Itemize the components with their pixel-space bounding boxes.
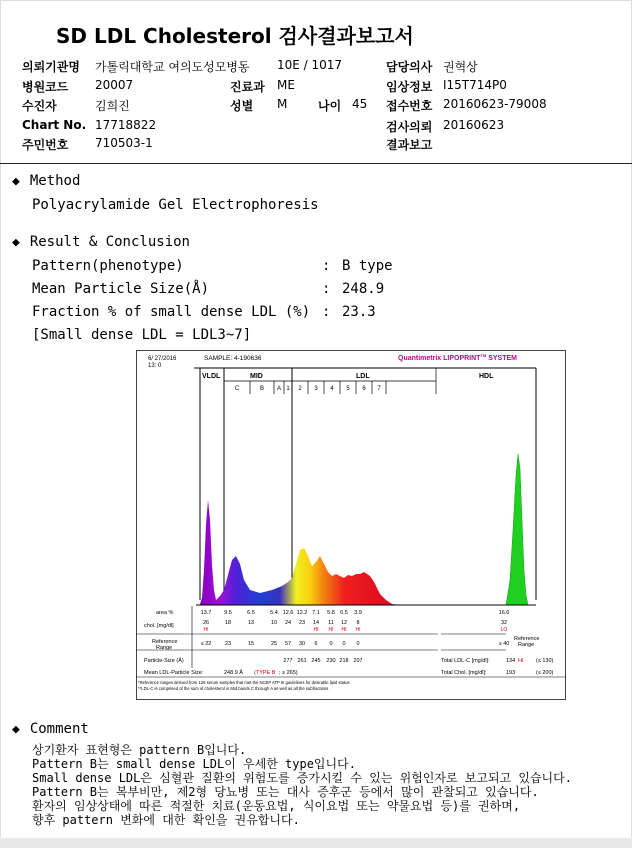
- chol-flag: HI: [203, 627, 209, 633]
- band-label: B: [259, 386, 265, 392]
- header-left-label-1: 병원코드: [22, 80, 69, 94]
- area-value: 6.5: [247, 610, 255, 616]
- result-label-fraction: Fraction % of small dense LDL (%): [32, 304, 311, 320]
- header-right-label-4: 결과보고: [386, 138, 433, 152]
- chol-value: 32: [500, 620, 508, 626]
- mean-type: (TYPE B: [254, 670, 276, 676]
- area-value: 12.6: [282, 610, 294, 616]
- chol-value: 23: [298, 620, 306, 626]
- band-label: 5: [346, 386, 350, 392]
- region-hdl: HDL: [479, 373, 494, 380]
- header-mid-value-3: 45: [352, 97, 368, 111]
- area-value: 13.7: [200, 610, 212, 616]
- report-title: SD LDL Cholesterol 검사결과보고서: [56, 24, 414, 48]
- header-mid-value-2: M: [277, 97, 288, 111]
- ref-value: 57: [284, 641, 292, 647]
- header-divider: [0, 163, 632, 164]
- area-value: 3.9: [354, 610, 362, 616]
- size-value: 245: [311, 658, 321, 664]
- area-value: 12.2: [296, 610, 308, 616]
- mean-ref: ; ≥ 265): [279, 670, 298, 676]
- ref-value: 0: [329, 641, 333, 647]
- row-label-chol: chol. [mg/dl]: [144, 623, 174, 629]
- diamond-bullet-icon: ◆: [12, 722, 20, 737]
- row-label-size: Particle-Size (Å): [144, 658, 184, 664]
- result-value-pattern: B type: [342, 258, 393, 274]
- chol-value: 14: [312, 620, 320, 626]
- bottom-strip: [0, 838, 632, 848]
- result-label-pattern: Pattern(phenotype): [32, 258, 184, 274]
- total-chol-label: Total Chol. [mg/dl]:: [441, 670, 487, 676]
- total-ldl-value: 134: [506, 658, 516, 664]
- chol-flag: HI: [341, 627, 347, 633]
- chart-time: 13: 0: [148, 363, 162, 369]
- chart-sample: SAMPLE: 4-190636: [204, 355, 262, 362]
- header-left-value-1: 20007: [95, 78, 134, 92]
- chol-flag: HI: [355, 627, 361, 633]
- result-colon-pattern: :: [322, 258, 331, 274]
- size-value: 207: [353, 658, 363, 664]
- header-mid-label-3: 나이: [318, 99, 342, 113]
- header-left-value-4: 710503-1: [95, 136, 153, 150]
- ref-value: 30: [298, 641, 306, 647]
- ref-value: 15: [247, 641, 255, 647]
- size-value: 261: [297, 658, 307, 664]
- result-value-size: 248.9: [342, 281, 385, 297]
- row-label-mean: Mean LDL-Particle Size:: [144, 670, 204, 676]
- band-label: 3: [314, 386, 318, 392]
- chart-brand: Quantimetrix LIPOPRINT™ SYSTEM: [398, 353, 517, 362]
- result-colon-fraction: :: [322, 304, 331, 320]
- header-right-label-1: 임상정보: [386, 80, 433, 94]
- total-ldl-flag: HI: [518, 658, 524, 664]
- band-label: A: [276, 386, 282, 392]
- chol-value: 24: [284, 620, 292, 626]
- header-right-label-3: 검사의뢰: [386, 120, 433, 134]
- chol-flag: HI: [328, 627, 334, 633]
- ref-value: ≥ 40: [498, 641, 510, 647]
- header-right-value-3: 20160623: [443, 118, 505, 132]
- ref-value: 0: [342, 641, 346, 647]
- diamond-bullet-icon: ◆: [12, 235, 20, 250]
- ref-label-right-line1: Reference: [514, 636, 540, 642]
- area-value: 16.6: [498, 610, 510, 616]
- mean-size-value: 248.9 Å: [224, 670, 243, 676]
- region-ldl: LDL: [356, 373, 370, 380]
- chol-value: 12: [340, 620, 348, 626]
- area-value: 6.5: [340, 610, 348, 616]
- band-label: C: [234, 386, 240, 392]
- region-vldl: VLDL: [202, 373, 221, 380]
- result-colon-size: :: [322, 281, 331, 297]
- header-left-label-4: 주민번호: [22, 138, 69, 152]
- size-value: 277: [283, 658, 293, 664]
- chart-border: [137, 351, 566, 700]
- band-label: 1: [286, 386, 290, 392]
- area-value: 5.4: [270, 610, 278, 616]
- header-left-value-0: 가톨릭대학교 여의도성모병동: [95, 60, 250, 74]
- total-chol-ref: (≤ 200): [536, 670, 554, 676]
- chol-value: 26: [202, 620, 210, 626]
- row-label-ref-line1: Reference: [152, 639, 178, 645]
- header-left-label-2: 수진자: [22, 99, 57, 113]
- header-right-label-2: 접수번호: [386, 99, 433, 113]
- comment-line-5: 향후 pattern 변화에 대한 확인을 권유합니다.: [32, 813, 300, 827]
- header-mid-value-1: ME: [277, 78, 295, 92]
- chol-flag: LO: [500, 627, 508, 633]
- lipoprint-chart: [136, 350, 566, 700]
- comment-line-4: 환자의 임상상태에 따른 적절한 치료(운동요법, 식이요법 또는 약물요법 등)를 권하며,: [32, 799, 521, 813]
- header-right-value-1: I15T714P0: [443, 78, 507, 92]
- ref-value: 6: [314, 641, 318, 647]
- size-value: 230: [326, 658, 336, 664]
- chol-value: 18: [224, 620, 232, 626]
- comment-line-3: Pattern B는 복부비만, 제2형 당뇨병 또는 대사 증후군 등에서 많이 관찰되고 있습니다.: [32, 785, 539, 799]
- result-note: [Small dense LDL = LDL3~7]: [32, 327, 252, 343]
- chol-value: 11: [328, 620, 334, 626]
- region-mid: MID: [250, 373, 263, 380]
- chol-value: 13: [247, 620, 255, 626]
- chol-value: 10: [270, 620, 278, 626]
- row-label-area: area %: [156, 610, 174, 616]
- method-heading: ◆ Method: [12, 173, 81, 189]
- total-chol-value: 193: [506, 670, 516, 676]
- band-label: 2: [298, 386, 302, 392]
- band-label: 4: [330, 386, 334, 392]
- header-right-value-2: 20160623-79008: [443, 97, 547, 111]
- ref-value: 23: [224, 641, 232, 647]
- footnote-2: **LDL-C is comprised of the sum of cholesterol in Mid bands C through A as well as all the subfractions: [138, 686, 329, 691]
- header-mid-label-2: 성별: [230, 99, 254, 113]
- diamond-bullet-icon: ◆: [12, 174, 20, 189]
- area-value: 9.5: [224, 610, 232, 616]
- size-value: 218: [339, 658, 349, 664]
- ref-label-right-line2: Range: [518, 642, 535, 648]
- band-label: 7: [377, 386, 381, 392]
- result-value-fraction: 23.3: [342, 304, 376, 320]
- chol-flag: HI: [313, 627, 319, 633]
- footnote-1: *Reference ranges derived from 125 serum samples that met the NCEP ATP III guidelines for desirable lipid status: [138, 680, 350, 685]
- header-left-value-3: 17718822: [95, 118, 157, 132]
- comment-line-0: 상기환자 표현형은 pattern B입니다.: [32, 743, 247, 757]
- comment-heading: ◆ Comment: [12, 721, 89, 737]
- result-heading: ◆ Result & Conclusion: [12, 234, 190, 250]
- band-label: 6: [362, 386, 366, 392]
- total-ldl-label: Total LDL-C [mg/dl]:: [441, 658, 490, 664]
- header-mid-label-1: 진료과: [230, 80, 265, 94]
- comment-line-2: Small dense LDL은 심혈관 질환의 위험도를 증가시킬 수 있는 위험인자로 보고되고 있습니다.: [32, 771, 572, 785]
- method-text: Polyacrylamide Gel Electrophoresis: [32, 197, 319, 213]
- area-value: 5.8: [327, 610, 335, 616]
- total-ldl-ref: (≤ 130): [536, 658, 554, 664]
- header-mid-value-0: 10E / 1017: [277, 58, 343, 72]
- row-label-ref-line2: Range: [156, 645, 173, 651]
- ref-value: ≤ 22: [200, 641, 212, 647]
- chart-date: 6/ 27/2016: [148, 356, 177, 362]
- header-left-value-2: 김희진: [95, 99, 130, 113]
- header-left-label-0: 의뢰기관명: [22, 60, 80, 74]
- header-left-label-3: Chart No.: [22, 118, 87, 132]
- area-value: 7.1: [312, 610, 320, 616]
- ref-value: 25: [270, 641, 278, 647]
- ref-value: 0: [356, 641, 360, 647]
- header-right-value-0: 권혁상: [443, 60, 478, 74]
- header-right-label-0: 담당의사: [386, 60, 433, 74]
- chol-value: 8: [356, 620, 360, 626]
- comment-line-1: Pattern B는 small dense LDL이 우세한 type입니다.: [32, 757, 356, 771]
- result-label-size: Mean Particle Size(Å): [32, 281, 210, 297]
